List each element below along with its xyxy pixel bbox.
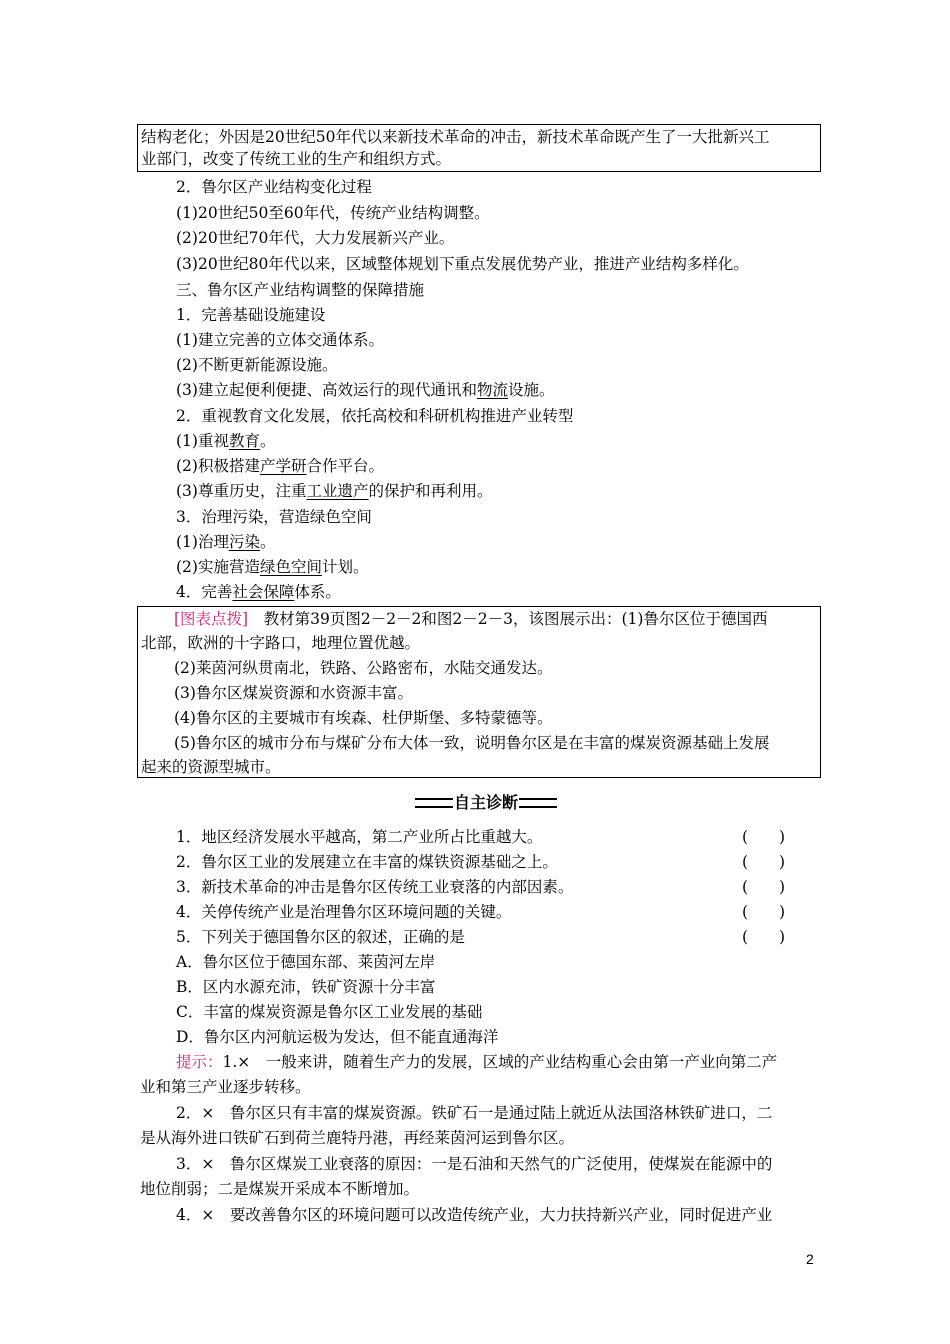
box-line: (5)鲁尔区的城市分布与煤矿分布大体一致，说明鲁尔区是在丰富的煤炭资源基础上发展 [174,734,770,752]
hint-line [176,1052,777,1072]
text: 的保护和再利用。 [368,482,493,500]
chart-tip-box [137,606,821,778]
list-item: (3)20世纪80年代以来，区域整体规划下重点发展优势产业，推进产业结构多样化。 [176,255,749,273]
box-line: 起来的资源型城市。 [141,758,281,776]
list-item [176,456,384,476]
key-term: 污染 [228,533,260,551]
text: 教材第39页图2－2－2和图2－2－3，该图展示出：(1)鲁尔区位于德国西 [248,610,768,628]
list-item: (1)20世纪50至60年代，传统产业结构调整。 [176,204,490,222]
box-line: (3)鲁尔区煤炭资源和水资源丰富。 [174,684,413,702]
section-title: 自主诊断 [453,793,518,812]
box-line: (4)鲁尔区的主要城市有埃森、杜伊斯堡、多特蒙德等。 [174,709,553,727]
key-term: 工业遗产 [306,482,369,500]
box-line: (2)莱茵河纵贯南北，铁路、公路密布，水陆交通发达。 [174,659,553,677]
hint-line: 2．× 鲁尔区只有丰富的煤炭资源。铁矿石一是通过陆上就近从法国洛林铁矿进口，二 [176,1104,773,1122]
text: (2)积极搭建 [176,457,260,475]
text: (3)尊重历史，注重 [176,482,307,500]
option: C．丰富的煤炭资源是鲁尔区工业发展的基础 [176,1003,483,1021]
section-heading: 三、鲁尔区产业结构调整的保障措施 [176,281,425,299]
box-line: 业部门，改变了传统工业的生产和组织方式。 [141,150,452,168]
question: 3．新技术革命的冲击是鲁尔区传统工业衰落的内部因素。 [176,878,574,896]
box-line: 北部，欧洲的十字路口，地理位置优越。 [141,634,421,652]
list-item: (2)20世纪70年代，大力发展新兴产业。 [176,229,455,247]
text: 1.× 一般来讲，随着生产力的发展，区域的产业结构重心会由第一产业向第二产 [222,1053,778,1071]
list-item [176,481,493,501]
answer-blank: ( ) [742,853,786,871]
key-term: 社会保障 [232,583,295,601]
page-number: 2 [806,1251,814,1267]
text: 。 [259,533,276,551]
subsection-heading: 3．治理污染，营造绿色空间 [176,508,372,526]
subsection-heading: 1．完善基础设施建设 [176,306,326,324]
hint-line: 是从海外进口铁矿石到荷兰鹿特丹港，再经莱茵河运到鲁尔区。 [140,1129,575,1147]
hint-line: 3．× 鲁尔区煤炭工业衰落的原因：一是石油和天然气的广泛使用，使煤炭在能源中的 [176,1155,773,1173]
option: A．鲁尔区位于德国东部、莱茵河左岸 [176,953,436,971]
hint-line: 业和第三产业逐步转移。 [140,1078,311,1096]
section-heading: 2．鲁尔区产业结构变化过程 [176,178,372,196]
answer-blank: ( ) [742,828,786,846]
question: 1．地区经济发展水平越高，第二产业所占比重越大。 [176,828,543,846]
continuation-box [137,124,821,172]
question: 2．鲁尔区工业的发展建立在丰富的煤铁资源基础之上。 [176,853,558,871]
key-term: 物流 [476,381,508,399]
text: 体系。 [294,583,341,601]
text: (1)重视 [176,432,229,450]
answer-blank: ( ) [742,878,786,896]
text: (2)实施营造 [176,558,260,576]
list-item [176,380,555,400]
hint-label: 提示： [176,1053,223,1071]
key-term: 绿色空间 [259,558,322,576]
text: (3)建立起便利便捷、高效运行的现代通讯和 [176,381,477,399]
section-header-band [415,790,557,816]
box-line: 结构老化；外因是20世纪50年代以来新技术革命的冲击，新技术革命既产生了一大批新兴工 [141,128,770,146]
list-item: (2)不断更新能源设施。 [176,356,338,374]
text: 计划。 [321,558,369,576]
option: D．鲁尔区内河航运极为发达，但不能直通海洋 [176,1028,499,1046]
list-item: (1)建立完善的立体交通体系。 [176,331,384,349]
text: (1)治理 [176,533,229,551]
list-item [176,557,369,577]
hint-line: 地位削弱；二是煤炭开采成本不断增加。 [140,1180,420,1198]
key-term: 教育 [228,432,260,450]
list-item [176,431,276,451]
answer-blank: ( ) [742,928,786,946]
text: 设施。 [507,381,555,399]
text: 4．完善 [176,583,233,601]
key-term: 产学研 [259,457,307,475]
text: 。 [259,432,276,450]
subsection-heading [176,582,341,602]
list-item [176,532,276,552]
box-line [174,609,767,629]
chart-tip-tag: [图表点拨] [174,610,249,628]
answer-blank: ( ) [742,903,786,921]
question: 5．下列关于德国鲁尔区的叙述，正确的是 [176,928,465,946]
text: 合作平台。 [306,457,384,475]
subsection-heading: 2．重视教育文化发展，依托高校和科研机构推进产业转型 [176,407,574,425]
option: B．区内水源充沛，铁矿资源十分丰富 [176,978,436,996]
question: 4．关停传统产业是治理鲁尔区环境问题的关键。 [176,903,512,921]
hint-line: 4．× 要改善鲁尔区的环境问题可以改造传统产业，大力扶持新兴产业，同时促进产业 [176,1206,773,1224]
